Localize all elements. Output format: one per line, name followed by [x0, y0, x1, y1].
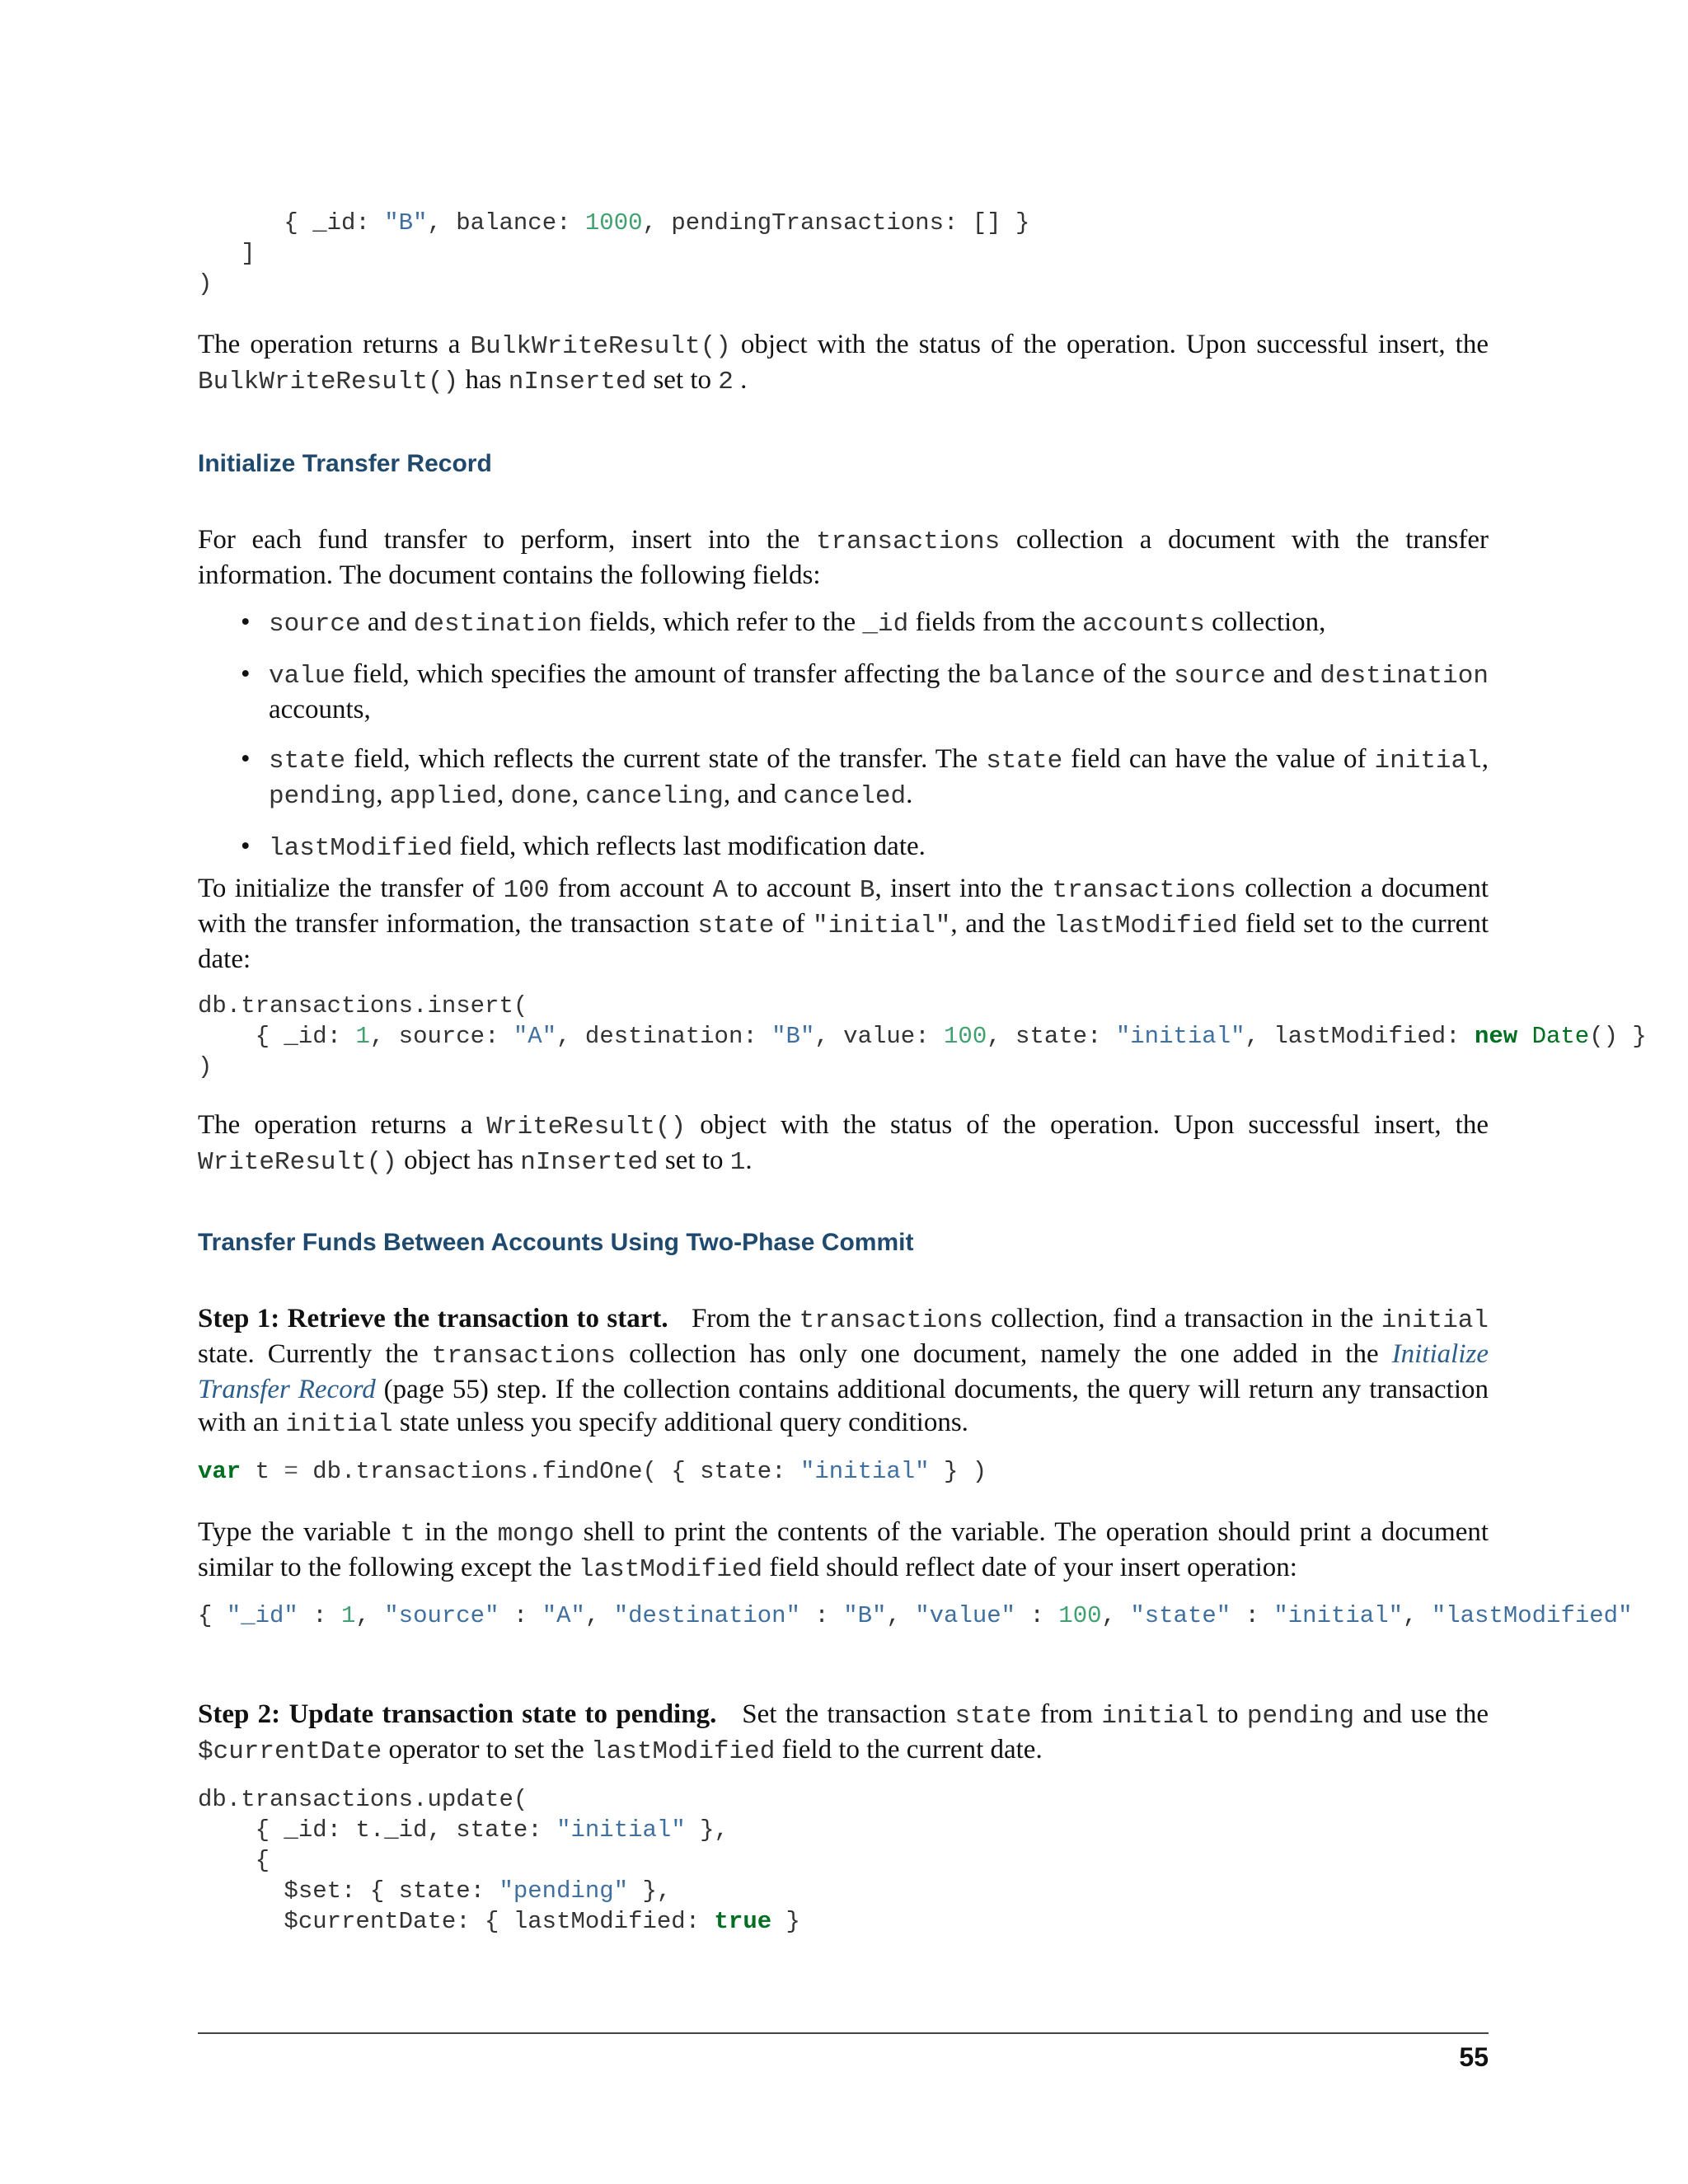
paragraph-write-result: The operation returns a WriteResult() object with the status of the operation. Upon successful insert, the WriteResult() object has nInserted set to 1.	[198, 1110, 1489, 1177]
section-heading-initialize-transfer-record: Initialize Transfer Record	[198, 450, 492, 477]
code-number: 1000	[584, 209, 643, 237]
list-item: • lastModified field, which reflects last modification date.	[241, 832, 926, 863]
inline-code: 2	[718, 368, 734, 396]
bullet: •	[241, 659, 251, 689]
step-1-heading: Step 1: Retrieve the transaction to start.	[198, 1304, 668, 1333]
code-string: "B"	[384, 209, 428, 237]
list-item: • source and destination fields, which refer to the _id fields from the accounts collection,	[241, 607, 1326, 639]
paragraph-to-initialize: To initialize the transfer of 100 from account A to account B, insert into the transactions collection a document with the transfer information, the transaction state of "initial", and the lastModified field set to the current date:	[198, 874, 1489, 974]
paragraph-step-1: Step 1: Retrieve the transaction to start. From the transactions collection, find a transaction in the initial state. Currently the transactions collection has only one document, namely the one added in the Initialize Transfer Record (page 55) step. If the collection contains additional documents, the query will return any transaction with an initial state unless you specify additional query conditions.	[198, 1304, 1489, 1439]
initialize-transfer-record-link[interactable]: Initialize Transfer Record	[198, 1339, 1489, 1404]
step-2-heading: Step 2: Update transaction state to pending.	[198, 1699, 717, 1729]
code-block-insert: db.transactions.insert( { _id: 1, source: "A", destination: "B", value: 100, state: "initial", lastModified: new Date() } )	[198, 992, 1647, 1080]
paragraph-step-2: Step 2: Update transaction state to pending. Set the transaction state from initial to pending and use the $currentDate operator to set the lastModified field to the current date.	[198, 1699, 1489, 1766]
code-block-document-output: { "_id" : 1, "source" : "A", "destination" : "B", "value" : 100, "state" : "initial", "lastModified"	[198, 1602, 1633, 1629]
paragraph-init-intro: For each fund transfer to perform, insert into the transactions collection a document with the transfer information. The document contains the following fields:	[198, 525, 1489, 590]
code-text: , balance:	[427, 209, 585, 237]
bullet: •	[241, 832, 251, 861]
code-block-accounts-end	[198, 208, 1029, 299]
list-item: • state field, which reflects the current state of the transfer. The state field can have the value of initial, pending, applied, done, canceling, and canceled.	[241, 744, 1489, 811]
section-heading-transfer-funds: Transfer Funds Between Accounts Using Two-Phase Commit	[198, 1229, 914, 1256]
footer-divider	[198, 2032, 1489, 2034]
inline-code: BulkWriteResult()	[470, 332, 731, 361]
code-text: ]	[241, 240, 256, 267]
inline-code: BulkWriteResult()	[198, 368, 459, 396]
field-list	[198, 606, 1489, 882]
inline-code: transactions	[815, 527, 1001, 556]
bullet: •	[241, 744, 251, 774]
code-text: { _id:	[284, 209, 385, 237]
paragraph-bulk-write-result: The operation returns a BulkWriteResult() object with the status of the operation. Upon successful insert, the BulkWriteResult() has nInserted set to 2 .	[198, 330, 1489, 396]
list-item: • value field, which specifies the amount of transfer affecting the balance of the source and destination accounts,	[241, 659, 1489, 724]
paragraph-type-variable: Type the variable t in the mongo shell to print the contents of the variable. The operation should print a document similar to the following except the lastModified field should reflect date of your insert operation:	[198, 1517, 1489, 1584]
code-block-find-one: var t = db.transactions.findOne( { state: "initial" } )	[198, 1458, 987, 1485]
bullet: •	[241, 607, 251, 637]
code-block-update: db.transactions.update( { _id: t._id, state: "initial" }, { $set: { state: "pending" }, $currentDate: { lastModified: true }	[198, 1786, 800, 1935]
page-number: 55	[1459, 2042, 1489, 2072]
code-text: , pendingTransactions: [] }	[642, 209, 1030, 237]
code-text: )	[198, 270, 213, 298]
inline-code: nInserted	[508, 368, 647, 396]
